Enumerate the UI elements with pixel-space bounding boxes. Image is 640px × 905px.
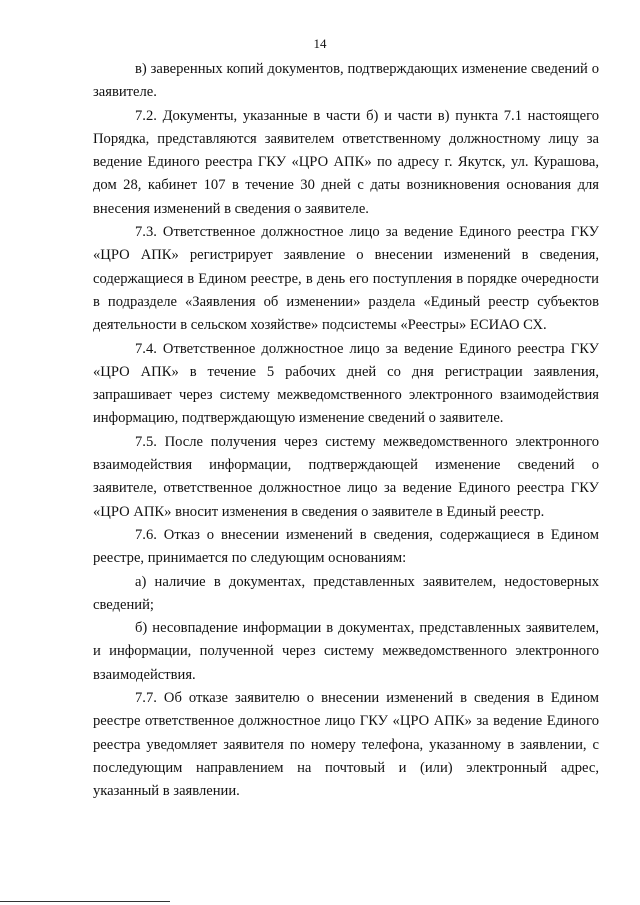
paragraph-7-1-c: в) заверенных копий документов, подтверждающих изменение сведений о заявителе.	[93, 61, 599, 101]
paragraph-7-6-a: а) наличие в документах, представленных заявителем, недостоверных сведений;	[93, 573, 599, 613]
paragraph-7-7: 7.7. Об отказе заявителю о внесении изменений в сведения в Едином реестре ответственное должностное лицо ГКУ «ЦРО АПК» за ведение Единого реестра уведомляет заявителя по номеру телефона, указанному в заявлении, с последующим направлением на почтовый и (или) электронный адрес, указанный в заявлении.	[93, 690, 599, 800]
paragraph-7-6-b: б) несовпадение информации в документах, представленных заявителем, и информации, полученной через систему межведомственного электронного взаимодействия.	[93, 620, 599, 683]
document-body	[93, 58, 599, 804]
paragraph-7-3: 7.3. Ответственное должностное лицо за ведение Единого реестра ГКУ «ЦРО АПК» регистрирует заявление о внесении изменений в сведения, содержащиеся в Едином реестре, в день его поступления в порядке очередности в подразделе «Заявления об изменении» раздела «Единый реестр субъектов деятельности в сельском хозяйстве» подсистемы «Реестры» ЕСИАО СХ.	[93, 224, 599, 334]
page-bottom-rule	[0, 901, 170, 902]
paragraph-7-2: 7.2. Документы, указанные в части б) и части в) пункта 7.1 настоящего Порядка, представляются заявителем ответственному должностному лицу за ведение Единого реестра ГКУ «ЦРО АПК» по адресу г. Якутск, ул. Курашова, дом 28, кабинет 107 в течение 30 дней с даты возникновения основания для внесения изменений в сведения о заявителе.	[93, 107, 599, 217]
paragraph-7-4: 7.4. Ответственное должностное лицо за ведение Единого реестра ГКУ «ЦРО АПК» в течение 5 рабочих дней со дня регистрации заявления, запрашивает через систему межведомственного электронного взаимодействия информацию, подтверждающую изменение сведений о заявителе.	[93, 340, 599, 427]
page-number: 14	[313, 36, 327, 51]
paragraph-7-6: 7.6. Отказ о внесении изменений в сведения, содержащиеся в Едином реестре, принимается по следующим основаниям:	[93, 526, 599, 567]
paragraph-7-5: 7.5. После получения через систему межведомственного электронного взаимодействия информации, подтверждающей изменение сведений о заявителе, ответственное должностное лицо за ведение Единого реестра ГКУ «ЦРО АПК» вносит изменения в сведения о заявителе в Единый реестр.	[93, 433, 599, 520]
